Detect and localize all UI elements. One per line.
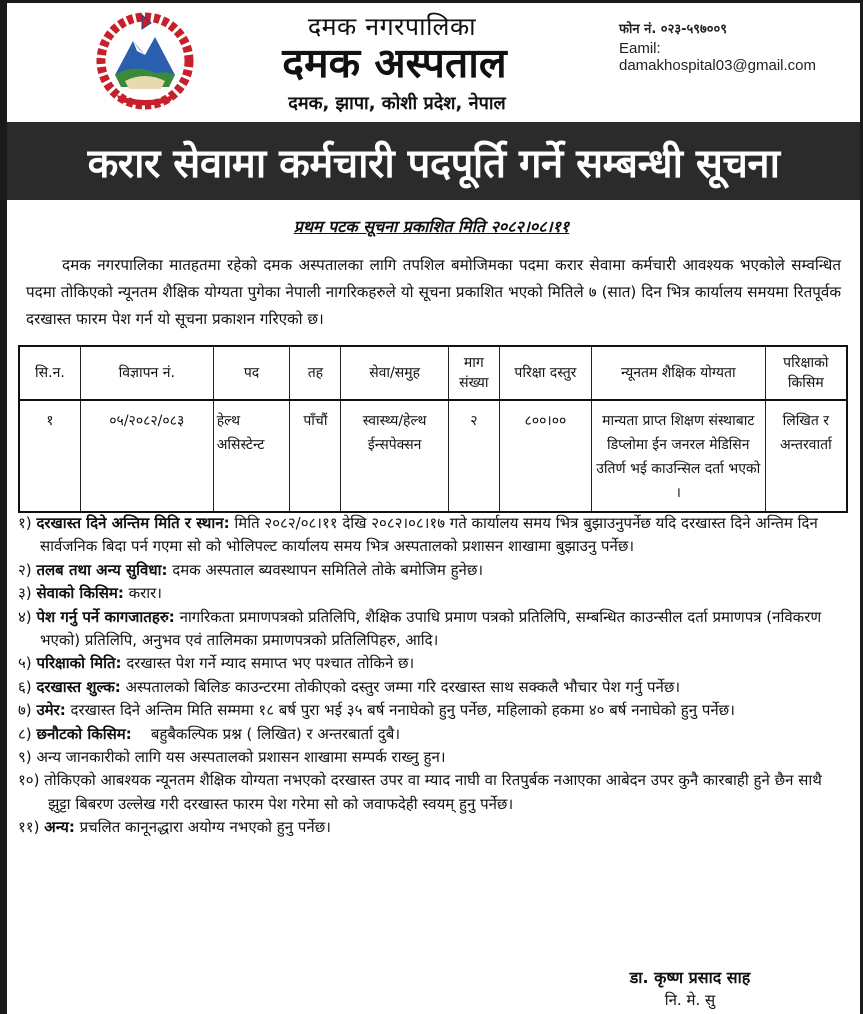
item-text: बहुबैकल्पिक प्रश्न ( लिखित) र अन्तरबार्ता दुबै। — [131, 724, 401, 743]
table-row — [19, 400, 847, 512]
item-label: सेवाको किसिम: — [36, 584, 124, 603]
intro-paragraph — [26, 252, 841, 333]
cell-demand-count: २ — [448, 400, 499, 512]
header-exam-fee: परिक्षा दस्तुर — [499, 346, 591, 400]
header-exam-type: परिक्षाको किसिम — [765, 346, 847, 400]
condition-item — [18, 816, 848, 839]
cell-exam-fee: ८००।०० — [499, 400, 591, 512]
item-label: तलब तथा अन्य सुविधा: — [36, 560, 168, 579]
signature-block — [600, 966, 780, 1010]
nepal-emblem-logo — [95, 11, 195, 111]
condition-item — [18, 559, 848, 582]
item-text: मिति २०८२/०८।११ देखि २०८२।०८।१७ गते कार्यालय समय भित्र बुझाउनुपर्नेछ यदि दरखास्त दिने अन्तिम दिन सार्वजनिक बिदा पर्न गएमा सो को भोलिपल्ट कार्यालय समय भित्र अस्पतालको प्रशासन शाखामा बुझाउनु पर्नेछ। — [40, 514, 818, 556]
item-text: दरखास्त दिने अन्तिम मिति सम्ममा १८ बर्ष पुरा भई ३५ बर्ष ननाघेको हुनु पर्नेछ, महिलाको हकमा ४० बर्ष ननाघेको हुनु पर्नेछ। — [65, 701, 735, 720]
item-number: ८) — [18, 724, 32, 743]
item-text: नागरिकता प्रमाणपत्रको प्रतिलिपि, शैक्षिक उपाधि प्रमाण पत्रको प्रतिलिपि, सम्बन्धित काउन्सील दर्ता प्रमाणपत्र (नविकरण भएको) प्रतिलिपि, अनुभव एवं तालिमका प्रमाणपत्रको प्रतिलिपिहरु, आदि। — [40, 607, 822, 650]
item-text: दमक अस्पताल ब्यवस्थापन समितिले तोके बमोजिम हुनेछ। — [167, 560, 484, 579]
condition-item — [18, 652, 848, 675]
hospital-name: दमक अस्पताल — [282, 39, 507, 87]
header-level: तह — [290, 346, 341, 400]
phone-number: फोन नं. ०२३-५९७००९ — [619, 22, 728, 37]
item-label: परिक्षाको मिति: — [36, 654, 122, 673]
item-number: ३) — [18, 584, 32, 603]
cell-serial: १ — [19, 400, 80, 512]
item-number: १०) — [18, 771, 40, 790]
item-number: ७) — [18, 701, 32, 720]
intro-text: दमक नगरपालिका मातहतमा रहेको दमक अस्पतालका लागि तपशिल बमोजिमका पदमा करार सेवामा कर्मचारी आवश्यक भएकोले सम्वन्धित पदमा तोकिएको न्यूनतम शैक्षिक योग्यता पुगेका नेपाली नागरिकहरुले यो सूचना प्रकाशित भएको मितिले ७ (सात) दिन भित्र कार्यालय समयमा रितपूर्वक दरखास्त फारम पेश गर्न यो सूचना प्रकाशन गरिएको छ। — [26, 256, 841, 328]
header-post: पद — [213, 346, 290, 400]
cell-min-qualification: मान्यता प्राप्त शिक्षण संस्थाबाट डिप्लोमा ईन जनरल मेडिसिन उतिर्ण भई काउन्सिल दर्ता भएको । — [591, 400, 765, 512]
item-label: छनौटको किसिम: — [36, 724, 132, 743]
letterhead — [7, 3, 860, 121]
notice-conditions-list — [18, 512, 848, 840]
item-number: ४) — [18, 607, 32, 626]
item-number: ११) — [18, 818, 40, 837]
condition-item — [18, 769, 848, 816]
condition-item — [18, 606, 848, 653]
item-text: दरखास्त पेश गर्ने म्याद समाप्त भए पश्चात तोकिने छ। — [121, 654, 415, 673]
item-text: करार। — [123, 584, 162, 603]
cell-service-group: स्वास्थ्य/हेल्थ ईन्सपेक्सन — [341, 400, 448, 512]
hospital-address: दमक, झापा, कोशी प्रदेश, नेपाल — [288, 93, 506, 114]
condition-item — [18, 746, 848, 769]
item-number: १) — [18, 514, 32, 532]
item-text: प्रचलित कानूनद्धारा अयोग्य नभएको हुनु पर्नेछ। — [74, 818, 331, 837]
cell-ad-number: ०५/२०८२/०८३ — [80, 400, 213, 512]
condition-item — [18, 723, 848, 746]
item-text: तोकिएको आबश्यक न्यूनतम शैक्षिक योग्यता नभएको दरखास्त उपर वा म्याद नाघी वा रितपुर्बक नआएका आबेदन उपर कुनै कारबाही हुने छैन साथै झुट्टा बिबरण उल्लेख गरी दरखास्त फारम पेश गरेमा सो को जवाफदेही स्वयम् हुनु पर्नेछ। — [44, 771, 822, 813]
item-label: दरखास्त शुल्क: — [36, 677, 121, 696]
municipality-name: दमक नगरपालिका — [307, 12, 477, 41]
item-label: दरखास्त दिने अन्तिम मिति र स्थान: — [36, 514, 230, 532]
publication-date: प्रथम पटक सूचना प्रकाशित मिति २०८२।०८।११ — [293, 217, 570, 236]
notice-title: करार सेवामा कर्मचारी पदपूर्ति गर्ने सम्बन्धी सूचना — [87, 140, 780, 187]
email-address[interactable]: Eamil: damakhospital03@gmail.com — [619, 40, 816, 74]
condition-item — [18, 676, 848, 699]
header-demand-count: माग संख्या — [448, 346, 499, 400]
item-label: उमेर: — [36, 701, 66, 720]
notice-title-banner — [7, 122, 860, 200]
item-number: २) — [18, 560, 32, 579]
signatory-name: डा. कृष्ण प्रसाद साह — [629, 968, 751, 987]
condition-item — [18, 512, 848, 559]
condition-item — [18, 582, 848, 605]
signatory-title: नि. मे. सु — [664, 991, 716, 1009]
header-serial: सि.न. — [19, 346, 80, 400]
item-label: अन्य: — [44, 818, 75, 837]
item-number: ६) — [18, 677, 32, 696]
cell-level: पाँचौं — [290, 400, 341, 512]
vacancy-table — [18, 345, 848, 513]
condition-item — [18, 699, 848, 722]
header-ad-number: विज्ञापन नं. — [80, 346, 213, 400]
item-label: पेश गर्नु पर्ने कागजातहरु: — [36, 607, 175, 626]
header-min-qualification: न्यूनतम शैक्षिक योग्यता — [591, 346, 765, 400]
item-number: ५) — [18, 654, 32, 673]
table-header-row — [19, 346, 847, 400]
cell-post: हेल्थ असिस्टेन्ट — [213, 400, 290, 512]
item-text: अन्य जानकारीको लागि यस अस्पतालको प्रशासन शाखामा सम्पर्क राख्नु हुन। — [36, 748, 446, 767]
item-text: अस्पतालको बिलिङ काउन्टरमा तोकीएको दस्तुर जम्मा गरि दरखास्त साथ सक्कलै भौचार पेश गर्नु पर्नेछ। — [120, 677, 681, 696]
item-number: ९) — [18, 748, 32, 767]
cell-exam-type: लिखित र अन्तरवार्ता — [765, 400, 847, 512]
header-service-group: सेवा/समुह — [341, 346, 448, 400]
